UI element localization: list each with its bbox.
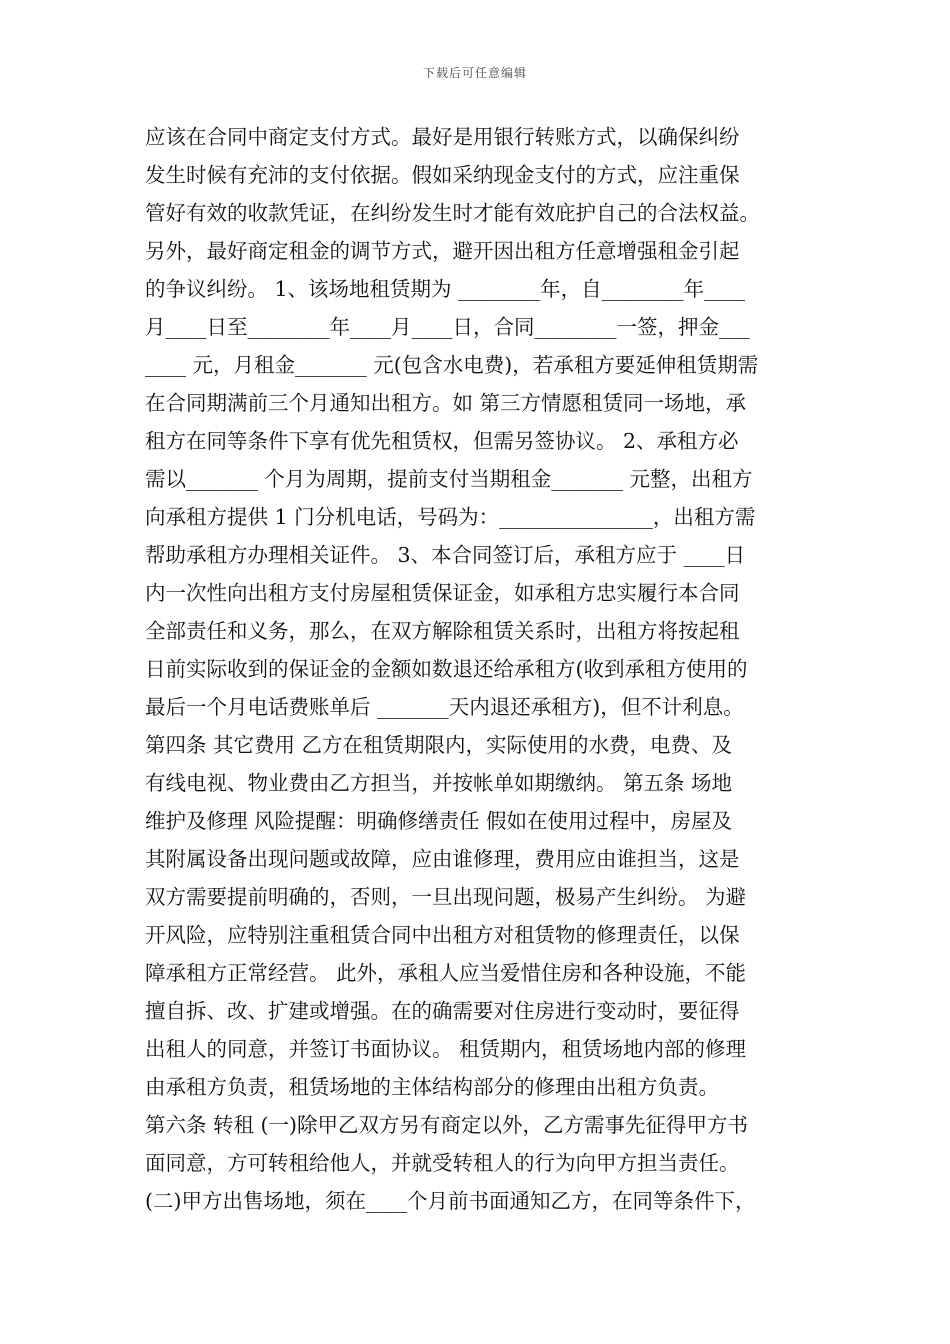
text-line: 双方需要提前明确的，否则，一旦出现问题，极易产生纠纷。 为避 (145, 885, 747, 909)
text-line: 的争议纠纷。 1、该场地租赁期为 ________年，自________年____ (145, 277, 746, 301)
text-line: 障承租方正常经营。 此外，承租人应当爱惜住房和各种设施，不能 (145, 961, 747, 985)
text-line: (二)甲方出售场地，须在____个月前书面通知乙方，在同等条件下， (145, 1189, 756, 1213)
text-line: 全部责任和义务，那么，在双方解除租赁关系时，出租方将按起租 (145, 619, 740, 643)
text-line: 出租人的同意，并签订书面协议。 租赁期内，租赁场地内部的修理 (145, 1037, 747, 1061)
text-line: 应该在合同中商定支付方式。最好是用银行转账方式，以确保纠纷 (145, 125, 740, 149)
text-line: 另外，最好商定租金的调节方式，避开因出租方任意增强租金引起 (145, 239, 740, 263)
text-line: 开风险，应特别注重租赁合同中出租方对租赁物的修理责任，以保 (145, 923, 740, 947)
document-body (145, 118, 813, 1220)
text-line: 其附属设备出现问题或故障，应由谁修理，费用应由谁担当，这是 (145, 847, 740, 871)
text-line: 有线电视、物业费由乙方担当，并按帐单如期缴纳。 第五条 场地 (145, 771, 733, 795)
text-line: 维护及修理 风险提醒：明确修缮责任 假如在使用过程中，房屋及 (145, 809, 733, 833)
text-line: 需以_______ 个月为周期，提前支付当期租金_______ 元整，出租方 (145, 467, 753, 491)
text-line: ____ 元，月租金_______ 元(包含水电费)，若承租方要延伸租赁期需 (145, 353, 759, 377)
text-line: 租方在同等条件下享有优先租赁权，但需另签协议。 2、承租方必 (145, 429, 739, 453)
text-line: 面同意，方可转租给他人，并就受转租人的行为向甲方担当责任。 (145, 1151, 740, 1175)
text-line: 在合同期满前三个月通知出租方。如 第三方情愿租赁同一场地，承 (145, 391, 747, 415)
text-line: 月____日至________年____月____日，合同________一签，押金___ (145, 315, 750, 339)
text-line: 管好有效的收款凭证，在纠纷发生时才能有效庇护自己的合法权益。 (145, 201, 760, 225)
text-line: 擅自拆、改、扩建或增强。在的确需要对住房进行变动时，要征得 (145, 999, 740, 1023)
text-line: 最后一个月电话费账单后 _______天内退还承租方)，但不计利息。 (145, 695, 744, 719)
text-line: 第六条 转租 (一)除甲乙双方另有商定以外，乙方需事先征得甲方书 (145, 1113, 749, 1137)
text-line: 向承租方提供 1 门分机电话，号码为：_______________，出租方需 (145, 505, 756, 529)
text-line: 第四条 其它费用 乙方在租赁期限内，实际使用的水费，电费、及 (145, 733, 733, 757)
text-line: 日前实际收到的保证金的金额如数退还给承租方(收到承租方使用的 (145, 657, 748, 681)
text-line: 内一次性向出租方支付房屋租赁保证金，如承租方忠实履行本合同 (145, 581, 740, 605)
text-line: 由承租方负责，租赁场地的主体结构部分的修理由出租方负责。 (145, 1075, 719, 1099)
text-line: 发生时候有充沛的支付依据。假如采纳现金支付的方式，应注重保 (145, 163, 740, 187)
page-header: 下载后可任意编辑 (422, 66, 527, 80)
text-line: 帮助承租方办理相关证件。 3、本合同签订后，承租方应于 ____日 (145, 543, 746, 567)
